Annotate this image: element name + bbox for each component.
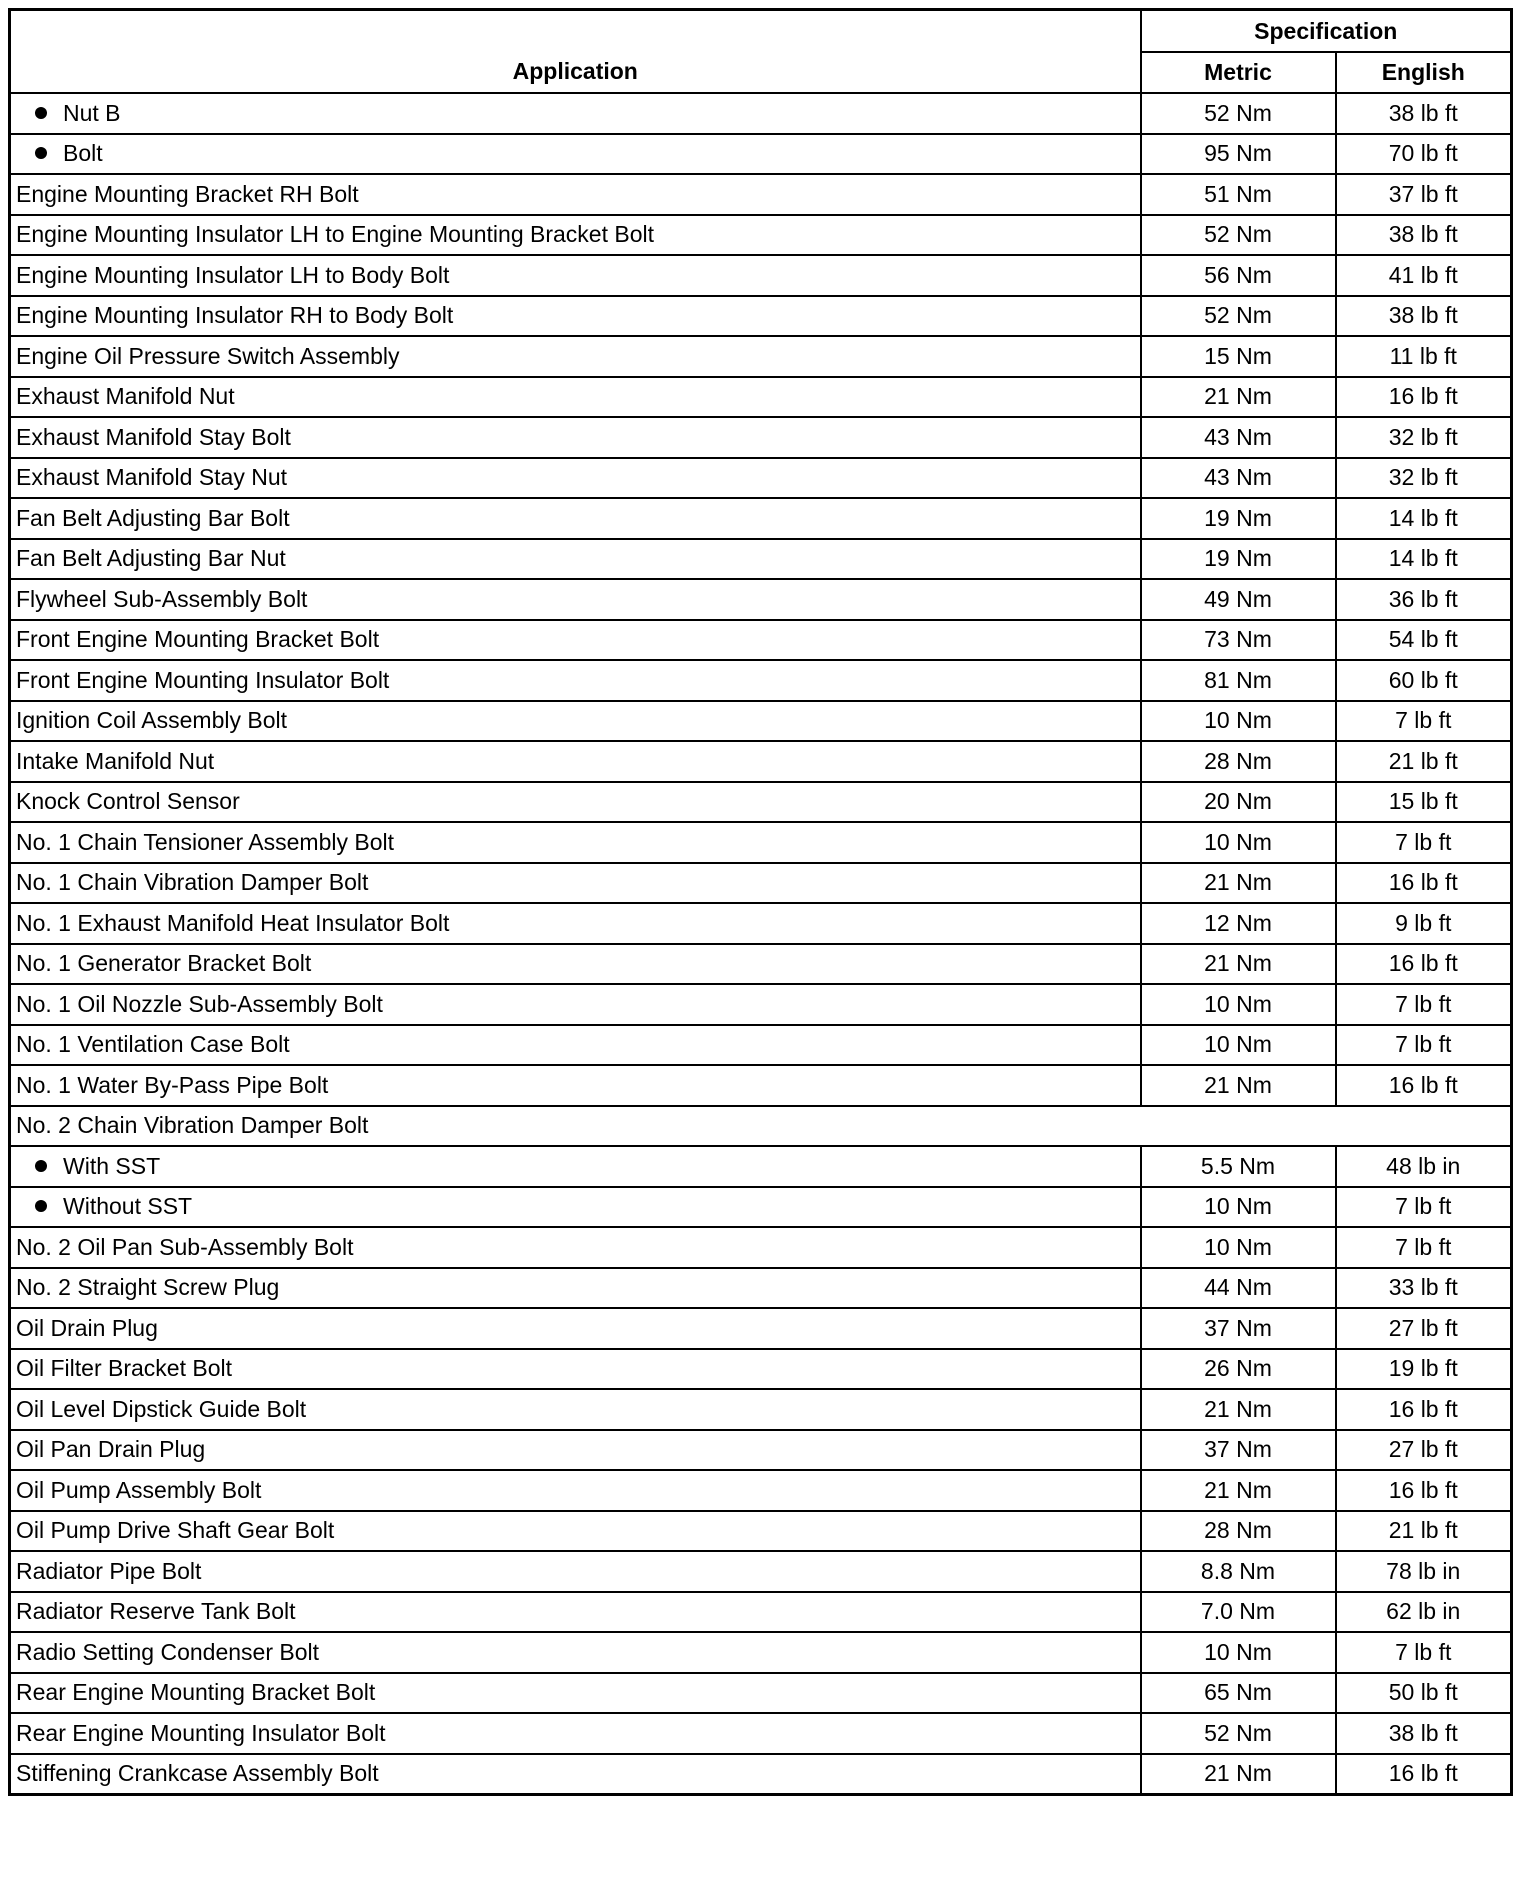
english-cell: 54 lb ft xyxy=(1336,620,1512,661)
metric-cell: 73 Nm xyxy=(1141,620,1336,661)
table-row xyxy=(10,1268,1512,1309)
table-row xyxy=(10,417,1512,458)
english-cell: 7 lb ft xyxy=(1336,1227,1512,1268)
application-label: No. 2 Oil Pan Sub-Assembly Bolt xyxy=(16,1233,354,1260)
application-cell xyxy=(10,1632,1141,1673)
application-label: Oil Level Dipstick Guide Bolt xyxy=(16,1395,307,1422)
application-label: No. 1 Chain Vibration Damper Bolt xyxy=(16,869,369,896)
table-row xyxy=(10,255,1512,296)
application-label: Engine Mounting Insulator LH to Body Bolt xyxy=(16,261,450,288)
column-header-english: English xyxy=(1336,52,1512,93)
application-cell xyxy=(10,1187,1141,1228)
english-cell: 50 lb ft xyxy=(1336,1673,1512,1714)
english-cell: 62 lb in xyxy=(1336,1592,1512,1633)
table-row xyxy=(10,1308,1512,1349)
metric-cell: 52 Nm xyxy=(1141,215,1336,256)
table-row xyxy=(10,1470,1512,1511)
metric-cell: 10 Nm xyxy=(1141,1632,1336,1673)
application-cell xyxy=(10,1511,1141,1552)
application-label: Front Engine Mounting Insulator Bolt xyxy=(16,666,390,693)
application-cell xyxy=(10,1025,1141,1066)
application-label: No. 1 Ventilation Case Bolt xyxy=(16,1031,290,1058)
application-cell xyxy=(10,1389,1141,1430)
english-cell: 48 lb in xyxy=(1336,1146,1512,1187)
column-header-application: Application xyxy=(10,10,1141,94)
application-label: With SST xyxy=(63,1152,161,1179)
metric-cell: 44 Nm xyxy=(1141,1268,1336,1309)
application-cell xyxy=(10,1146,1141,1187)
metric-cell: 21 Nm xyxy=(1141,1470,1336,1511)
application-cell xyxy=(10,417,1141,458)
application-label: Engine Mounting Insulator RH to Body Bolt xyxy=(16,302,454,329)
application-cell xyxy=(10,174,1141,215)
metric-cell: 10 Nm xyxy=(1141,1187,1336,1228)
metric-cell: 20 Nm xyxy=(1141,782,1336,823)
english-cell: 38 lb ft xyxy=(1336,296,1512,337)
table-row xyxy=(10,903,1512,944)
english-cell: 14 lb ft xyxy=(1336,539,1512,580)
table-row xyxy=(10,944,1512,985)
application-label: Engine Mounting Bracket RH Bolt xyxy=(16,180,359,207)
english-cell: 16 lb ft xyxy=(1336,863,1512,904)
metric-cell: 21 Nm xyxy=(1141,377,1336,418)
metric-cell: 81 Nm xyxy=(1141,660,1336,701)
english-cell: 15 lb ft xyxy=(1336,782,1512,823)
table-row xyxy=(10,660,1512,701)
english-cell: 78 lb in xyxy=(1336,1551,1512,1592)
application-cell xyxy=(10,1430,1141,1471)
metric-cell: 19 Nm xyxy=(1141,498,1336,539)
metric-cell: 21 Nm xyxy=(1141,1389,1336,1430)
english-cell: 19 lb ft xyxy=(1336,1349,1512,1390)
application-label: Oil Filter Bracket Bolt xyxy=(16,1355,232,1382)
application-cell xyxy=(10,377,1141,418)
application-label: Oil Pump Assembly Bolt xyxy=(16,1476,262,1503)
english-cell: 7 lb ft xyxy=(1336,1025,1512,1066)
application-label: No. 1 Exhaust Manifold Heat Insulator Bolt xyxy=(16,909,450,936)
application-cell xyxy=(10,1065,1141,1106)
application-label: No. 2 Chain Vibration Damper Bolt xyxy=(16,1112,369,1139)
english-cell: 14 lb ft xyxy=(1336,498,1512,539)
application-label: Fan Belt Adjusting Bar Bolt xyxy=(16,504,290,531)
application-label: Stiffening Crankcase Assembly Bolt xyxy=(16,1760,379,1787)
table-row xyxy=(10,1106,1512,1147)
application-cell xyxy=(10,1754,1141,1795)
table-row xyxy=(10,134,1512,175)
application-cell xyxy=(10,1551,1141,1592)
english-cell: 36 lb ft xyxy=(1336,579,1512,620)
application-cell xyxy=(10,782,1141,823)
bullet-icon xyxy=(35,1160,47,1172)
application-label: Oil Drain Plug xyxy=(16,1314,158,1341)
column-header-specification: Specification xyxy=(1141,10,1512,53)
application-cell xyxy=(10,741,1141,782)
table-row xyxy=(10,822,1512,863)
application-label: No. 1 Chain Tensioner Assembly Bolt xyxy=(16,828,394,855)
metric-cell: 15 Nm xyxy=(1141,336,1336,377)
table-row xyxy=(10,782,1512,823)
application-cell xyxy=(10,134,1141,175)
table-row xyxy=(10,620,1512,661)
metric-cell: 56 Nm xyxy=(1141,255,1336,296)
metric-cell: 51 Nm xyxy=(1141,174,1336,215)
application-cell xyxy=(10,903,1141,944)
application-label: Radiator Pipe Bolt xyxy=(16,1557,202,1584)
metric-cell: 10 Nm xyxy=(1141,1227,1336,1268)
application-label: Exhaust Manifold Stay Nut xyxy=(16,464,288,491)
table-row xyxy=(10,377,1512,418)
english-cell: 9 lb ft xyxy=(1336,903,1512,944)
metric-cell: 37 Nm xyxy=(1141,1430,1336,1471)
table-row xyxy=(10,1592,1512,1633)
table-row xyxy=(10,539,1512,580)
application-cell xyxy=(10,1470,1141,1511)
application-cell xyxy=(10,1349,1141,1390)
bullet-icon xyxy=(35,107,47,119)
application-cell xyxy=(10,498,1141,539)
application-label: No. 2 Straight Screw Plug xyxy=(16,1274,280,1301)
application-label: No. 1 Water By-Pass Pipe Bolt xyxy=(16,1071,329,1098)
application-cell xyxy=(10,336,1141,377)
application-label: Knock Control Sensor xyxy=(16,788,240,815)
metric-cell: 52 Nm xyxy=(1141,1713,1336,1754)
application-cell xyxy=(10,539,1141,580)
metric-cell: 37 Nm xyxy=(1141,1308,1336,1349)
english-cell: 38 lb ft xyxy=(1336,215,1512,256)
torque-spec-table xyxy=(8,8,1513,1796)
metric-cell: 21 Nm xyxy=(1141,1065,1336,1106)
english-cell: 16 lb ft xyxy=(1336,944,1512,985)
application-label: Radiator Reserve Tank Bolt xyxy=(16,1598,296,1625)
table-row xyxy=(10,1146,1512,1187)
metric-cell: 65 Nm xyxy=(1141,1673,1336,1714)
english-cell: 7 lb ft xyxy=(1336,701,1512,742)
application-label: Nut B xyxy=(63,99,121,126)
metric-cell: 49 Nm xyxy=(1141,579,1336,620)
table-row xyxy=(10,1187,1512,1228)
table-row xyxy=(10,174,1512,215)
application-cell xyxy=(10,660,1141,701)
metric-cell: 8.8 Nm xyxy=(1141,1551,1336,1592)
application-cell xyxy=(10,255,1141,296)
metric-cell: 10 Nm xyxy=(1141,984,1336,1025)
table-header xyxy=(10,10,1512,94)
table-row xyxy=(10,296,1512,337)
english-cell: 70 lb ft xyxy=(1336,134,1512,175)
table-row xyxy=(10,215,1512,256)
table-row xyxy=(10,1227,1512,1268)
metric-cell: 21 Nm xyxy=(1141,1754,1336,1795)
application-cell xyxy=(10,822,1141,863)
table-row xyxy=(10,1713,1512,1754)
metric-cell: 95 Nm xyxy=(1141,134,1336,175)
application-label: Engine Mounting Insulator LH to Engine Mounting Bracket Bolt xyxy=(16,221,654,248)
metric-cell: 28 Nm xyxy=(1141,1511,1336,1552)
table-row xyxy=(10,984,1512,1025)
english-cell: 33 lb ft xyxy=(1336,1268,1512,1309)
english-cell: 32 lb ft xyxy=(1336,458,1512,499)
table-row xyxy=(10,498,1512,539)
metric-cell: 10 Nm xyxy=(1141,822,1336,863)
english-cell: 7 lb ft xyxy=(1336,1187,1512,1228)
english-cell: 27 lb ft xyxy=(1336,1430,1512,1471)
metric-cell: 52 Nm xyxy=(1141,93,1336,134)
english-cell: 32 lb ft xyxy=(1336,417,1512,458)
application-label: Ignition Coil Assembly Bolt xyxy=(16,707,288,734)
metric-cell: 43 Nm xyxy=(1141,417,1336,458)
table-row xyxy=(10,1065,1512,1106)
application-label: Exhaust Manifold Nut xyxy=(16,383,235,410)
metric-cell: 10 Nm xyxy=(1141,1025,1336,1066)
english-cell: 11 lb ft xyxy=(1336,336,1512,377)
application-cell xyxy=(10,215,1141,256)
column-header-metric: Metric xyxy=(1141,52,1336,93)
bullet-icon xyxy=(35,1200,47,1212)
application-cell xyxy=(10,1713,1141,1754)
application-label: Fan Belt Adjusting Bar Nut xyxy=(16,545,286,572)
metric-cell: 21 Nm xyxy=(1141,944,1336,985)
table-row xyxy=(10,701,1512,742)
metric-cell: 5.5 Nm xyxy=(1141,1146,1336,1187)
table-row xyxy=(10,863,1512,904)
application-label: Bolt xyxy=(63,140,103,167)
application-label: Oil Pump Drive Shaft Gear Bolt xyxy=(16,1517,335,1544)
application-label: Without SST xyxy=(63,1193,193,1220)
table-row xyxy=(10,579,1512,620)
table-row xyxy=(10,741,1512,782)
table-row xyxy=(10,1673,1512,1714)
metric-cell: 28 Nm xyxy=(1141,741,1336,782)
english-cell: 37 lb ft xyxy=(1336,174,1512,215)
table-row xyxy=(10,1511,1512,1552)
metric-cell: 52 Nm xyxy=(1141,296,1336,337)
table-row xyxy=(10,1349,1512,1390)
application-label: Radio Setting Condenser Bolt xyxy=(16,1638,320,1665)
table-row xyxy=(10,1025,1512,1066)
application-cell xyxy=(10,458,1141,499)
english-cell: 21 lb ft xyxy=(1336,1511,1512,1552)
english-cell: 38 lb ft xyxy=(1336,1713,1512,1754)
table-row xyxy=(10,93,1512,134)
application-label: Oil Pan Drain Plug xyxy=(16,1436,206,1463)
table-row xyxy=(10,1389,1512,1430)
application-label: Front Engine Mounting Bracket Bolt xyxy=(16,626,380,653)
application-label: No. 1 Oil Nozzle Sub-Assembly Bolt xyxy=(16,990,383,1017)
metric-cell: 26 Nm xyxy=(1141,1349,1336,1390)
metric-cell: 21 Nm xyxy=(1141,863,1336,904)
metric-cell: 7.0 Nm xyxy=(1141,1592,1336,1633)
application-label: Engine Oil Pressure Switch Assembly xyxy=(16,342,400,369)
metric-cell: 12 Nm xyxy=(1141,903,1336,944)
application-cell xyxy=(10,984,1141,1025)
application-cell xyxy=(10,620,1141,661)
application-cell xyxy=(10,1268,1141,1309)
metric-cell: 43 Nm xyxy=(1141,458,1336,499)
application-cell xyxy=(10,1592,1141,1633)
application-label: Rear Engine Mounting Bracket Bolt xyxy=(16,1679,376,1706)
table-row xyxy=(10,458,1512,499)
application-cell xyxy=(10,296,1141,337)
application-label: Rear Engine Mounting Insulator Bolt xyxy=(16,1719,386,1746)
application-cell xyxy=(10,863,1141,904)
application-cell xyxy=(10,1308,1141,1349)
metric-cell: 10 Nm xyxy=(1141,701,1336,742)
english-cell: 16 lb ft xyxy=(1336,1470,1512,1511)
english-cell: 16 lb ft xyxy=(1336,1065,1512,1106)
english-cell: 41 lb ft xyxy=(1336,255,1512,296)
english-cell: 7 lb ft xyxy=(1336,1632,1512,1673)
application-cell xyxy=(10,944,1141,985)
application-cell xyxy=(10,1106,1512,1147)
table-row xyxy=(10,336,1512,377)
application-label: Exhaust Manifold Stay Bolt xyxy=(16,423,291,450)
english-cell: 7 lb ft xyxy=(1336,822,1512,863)
table-row xyxy=(10,1430,1512,1471)
english-cell: 38 lb ft xyxy=(1336,93,1512,134)
application-label: No. 1 Generator Bracket Bolt xyxy=(16,950,312,977)
english-cell: 16 lb ft xyxy=(1336,377,1512,418)
application-cell xyxy=(10,701,1141,742)
english-cell: 7 lb ft xyxy=(1336,984,1512,1025)
bullet-icon xyxy=(35,147,47,159)
english-cell: 27 lb ft xyxy=(1336,1308,1512,1349)
english-cell: 16 lb ft xyxy=(1336,1389,1512,1430)
table-row xyxy=(10,1632,1512,1673)
application-label: Flywheel Sub-Assembly Bolt xyxy=(16,585,308,612)
table-row xyxy=(10,1754,1512,1795)
application-label: Intake Manifold Nut xyxy=(16,747,215,774)
application-cell xyxy=(10,579,1141,620)
metric-cell: 19 Nm xyxy=(1141,539,1336,580)
application-cell xyxy=(10,93,1141,134)
english-cell: 21 lb ft xyxy=(1336,741,1512,782)
application-cell xyxy=(10,1673,1141,1714)
table-row xyxy=(10,1551,1512,1592)
table-body xyxy=(10,93,1512,1795)
english-cell: 60 lb ft xyxy=(1336,660,1512,701)
application-cell xyxy=(10,1227,1141,1268)
english-cell: 16 lb ft xyxy=(1336,1754,1512,1795)
